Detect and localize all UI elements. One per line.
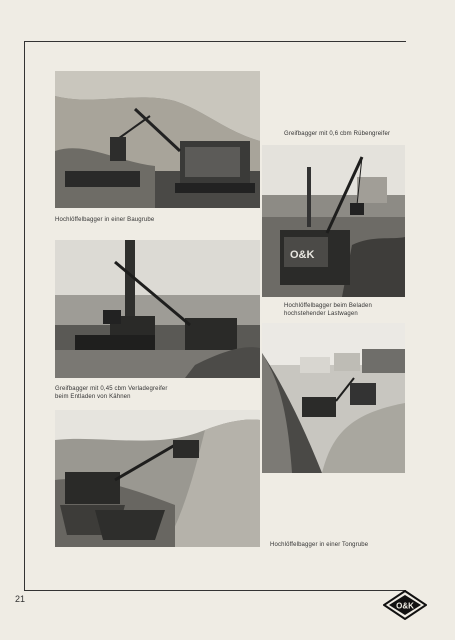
logo-text: O&K	[396, 601, 414, 611]
caption-photo2: Greifbagger mit 0,6 cbm Rübengreifer	[284, 131, 391, 137]
caption-photo4-line1: Greifbagger mit 0,45 cbm Verladegreifer	[55, 386, 168, 392]
caption-photo3-line2: hochstehender Lastwagen	[284, 311, 358, 317]
photo-unloading-barges	[55, 240, 260, 378]
photo-loading-trucks	[55, 410, 260, 547]
caption-photo3-line1: Hochlöffelbagger beim Beladen	[284, 303, 372, 309]
photo-grab-excavator	[262, 145, 405, 297]
caption-photo4-line2: beim Entladen von Kähnen	[55, 394, 131, 400]
photo-clay-pit-excavator	[262, 323, 405, 473]
ok-logo-icon	[383, 590, 427, 620]
photo-excavator-building-pit	[55, 71, 260, 208]
caption-photo5: Hochlöffelbagger in einer Tongrube	[270, 542, 369, 548]
caption-photo1: Hochlöffelbagger in einer Baugrube	[55, 217, 155, 223]
page-number: 21	[15, 594, 26, 604]
machine-marking: O&K	[290, 249, 315, 261]
